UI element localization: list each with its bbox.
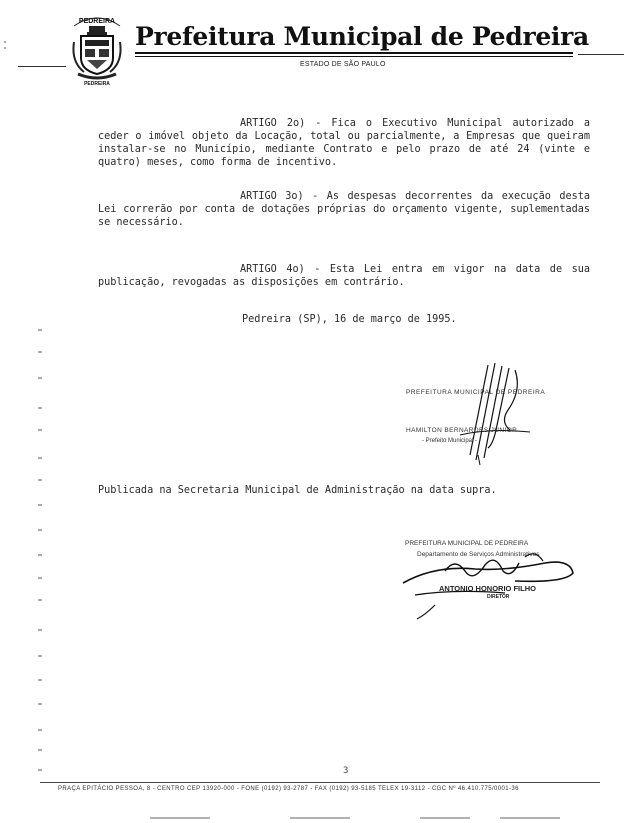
crest-bottom-text: PEDREIRA (84, 81, 110, 87)
date-line: Pedreira (SP), 16 de março de 1995. (242, 314, 457, 325)
footer-address: PRAÇA EPITÁCIO PESSOA, 8 - CENTRO CEP 13920-000 - FONE (0192) 93-2787 - FAX (0192) 93-5185 TELEX 19-3112 - CGC Nº 46.410.775/0001-36 (58, 786, 519, 792)
footer-rule (40, 782, 600, 783)
director-role: DIRETOR (487, 594, 510, 600)
director-department: Departamento de Serviços Administrativos (417, 551, 540, 558)
article-3-paragraph: ARTIGO 3o) - As despesas decorrentes da execução desta Lei correrão por conta de dotações próprias do orçamento vigente, suplementadas se necessário. (98, 191, 590, 228)
mayor-name: HAMILTON BERNARDES JUNIOR (406, 427, 518, 434)
page-number: 3 (343, 766, 349, 776)
state-subtitle: ESTADO DE SÃO PAULO (300, 61, 386, 68)
article-4-paragraph: ARTIGO 4o) - Esta Lei entra em vigor na data de sua publicação, revogadas as disposições em contrário. (98, 264, 590, 288)
crest-top-text: PEDREIRA (78, 18, 116, 25)
director-name: ANTONIO HONORIO FILHO (439, 584, 536, 593)
article-2-paragraph: ARTIGO 2o) - Fica o Executivo Municipal autorizado a ceder o imóvel objeto da Locação, total ou parcialmente, a Empresas que queiram instalar-se no Município, mediante Contrato e pelo prazo de até 24 (vinte e quatro) meses, como forma de incentivo. (98, 118, 590, 168)
director-office-label: PREFEITURA MUNICIPAL DE PEDREIRA (405, 540, 529, 547)
page-title: Prefeitura Municipal de Pedreira (135, 22, 589, 51)
mayor-office-label: PREFEITURA MUNICIPAL DE PEDREIRA (406, 389, 546, 396)
mayor-role: - Prefeito Municipal - (422, 438, 478, 444)
publication-note: Publicada na Secretaria Municipal de Administração na data supra. (98, 485, 497, 496)
